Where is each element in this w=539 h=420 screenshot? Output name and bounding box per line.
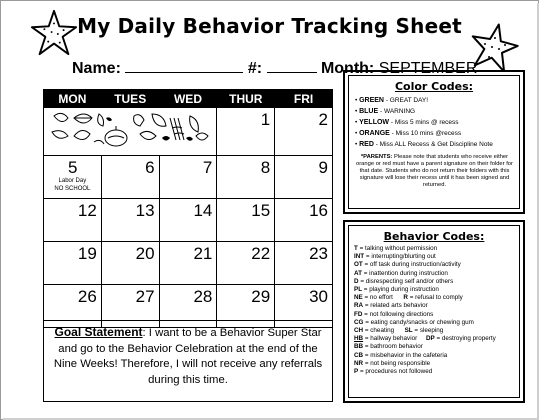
calendar-day-7[interactable]	[159, 156, 217, 199]
code-name: GREEN	[359, 97, 384, 104]
calendar-day-22[interactable]	[217, 242, 275, 285]
behavior-code-item	[354, 253, 519, 261]
day-number: 16	[309, 201, 328, 220]
color-code-orange: • ORANGE - Miss 10 mins @recess	[355, 130, 462, 137]
behavior-code-item	[354, 352, 519, 360]
code: FD	[354, 310, 363, 318]
behavior-code-item	[354, 302, 519, 310]
calendar-day-19[interactable]	[44, 242, 102, 285]
month-value: SEPTEMBER	[378, 60, 478, 77]
calendar-day-23[interactable]	[275, 242, 333, 285]
code-desc: - GREAT DAY!	[385, 97, 429, 104]
behavior-code-list	[354, 245, 519, 376]
desc: = off task during instruction/activity	[364, 261, 461, 269]
calendar-grid	[43, 89, 333, 328]
desc: = eating candy/snacks or chewing gum	[365, 318, 474, 326]
calendar-week-2	[44, 156, 333, 199]
day-header-fri: FRI	[275, 90, 333, 108]
desc: = cheating	[364, 327, 395, 335]
behavior-code-item	[354, 327, 519, 335]
calendar-day-1[interactable]	[217, 108, 275, 156]
calendar-day-5[interactable]	[44, 156, 102, 199]
desc: = disrespecting self and/or others	[360, 277, 454, 285]
parents-note	[356, 154, 513, 189]
code: D	[354, 277, 359, 285]
code: R	[403, 294, 408, 302]
calendar-week-4	[44, 242, 333, 285]
no-school-note: NO SCHOOL	[54, 186, 91, 192]
calendar-day-20[interactable]	[101, 242, 159, 285]
day-number: 14	[193, 201, 213, 220]
day-number: 9	[318, 158, 328, 177]
calendar-day-6[interactable]	[101, 156, 159, 199]
calendar-header-row	[44, 90, 333, 108]
color-code-list	[355, 95, 519, 150]
code-name: RED	[359, 141, 374, 148]
calendar-day-2[interactable]	[275, 108, 333, 156]
day-number: 8	[260, 158, 271, 177]
code-desc: - Miss ALL Recess & Get Discipline Note	[375, 141, 493, 148]
number-label: #:	[247, 60, 263, 77]
calendar-day-14[interactable]	[159, 199, 217, 242]
desc: = inattention during instruction	[363, 269, 448, 277]
calendar-day-12[interactable]	[44, 199, 102, 242]
behavior-codes-box	[343, 220, 525, 403]
desc: = not following directions	[364, 310, 434, 318]
autumn-leaves-illustration	[44, 108, 214, 150]
behavior-codes-title-text: Behavior Codes:	[383, 230, 485, 243]
desc: = refusal to comply	[409, 294, 463, 302]
code: HB	[354, 335, 364, 343]
day-number: 26	[77, 287, 97, 306]
month-label: Month:	[320, 60, 375, 77]
desc: = playing during instruction	[363, 286, 439, 294]
labor-day-note: Labor Day	[58, 178, 87, 184]
behavior-code-item	[354, 343, 519, 351]
day-number: 21	[193, 244, 213, 263]
color-code-red: • RED - Miss ALL Recess & Get Discipline Note	[355, 141, 493, 148]
code: BB	[354, 343, 364, 351]
calendar-week-3	[44, 199, 333, 242]
code: P	[354, 368, 359, 376]
color-codes-title-text: Color Codes:	[394, 80, 474, 93]
code: DP	[425, 335, 435, 343]
calendar-day-13[interactable]	[101, 199, 159, 242]
behavior-codes-inner	[348, 225, 520, 398]
code: OT	[354, 261, 363, 269]
code-name: YELLOW	[359, 119, 390, 126]
day-number: 12	[77, 201, 97, 220]
calendar-day-8[interactable]	[217, 156, 275, 199]
desc: = hallway behavior	[364, 335, 418, 343]
day-number: 7	[202, 158, 213, 177]
desc: = procedures not followed	[359, 368, 433, 376]
desc: = related arts behavior	[364, 302, 428, 310]
page-title: My Daily Behavior Tracking Sheet	[77, 14, 462, 38]
day-number: 22	[251, 244, 271, 263]
behavior-code-item	[354, 270, 519, 278]
day-number: 1	[260, 110, 271, 129]
calendar-day-15[interactable]	[217, 199, 275, 242]
calendar-day-21[interactable]	[159, 242, 217, 285]
code: NE	[354, 294, 363, 302]
behavior-code-item	[354, 311, 519, 319]
day-number: 6	[145, 158, 155, 177]
code: PL	[354, 286, 363, 294]
day-header-wed: WED	[159, 90, 217, 108]
desc: = destroying property	[436, 335, 496, 343]
goal-statement-box	[43, 320, 333, 402]
behavior-code-item	[354, 286, 519, 294]
desc: = not being responsible	[364, 359, 431, 367]
day-header-thur: THUR	[217, 90, 275, 108]
code: SL	[404, 327, 413, 335]
behavior-code-item	[354, 335, 519, 343]
desc: = no effort	[364, 294, 393, 302]
behavior-code-item	[354, 261, 519, 269]
autumn-illustration-cell	[44, 108, 217, 156]
day-number: 28	[193, 287, 213, 306]
parents-label: *PARENTS:	[360, 154, 393, 160]
behavior-code-item	[354, 245, 519, 253]
code: RA	[354, 302, 364, 310]
day-number: 30	[309, 287, 328, 306]
code: CG	[354, 318, 364, 326]
calendar-week-1	[44, 108, 333, 156]
name-label: Name:	[72, 60, 121, 77]
number-field[interactable]	[267, 58, 317, 73]
code-desc: - Miss 10 mins @recess	[391, 130, 462, 137]
name-field[interactable]	[125, 58, 243, 73]
behavior-code-item	[354, 278, 519, 286]
desc: = interrupting/blurting out	[365, 253, 436, 261]
behavior-code-item	[354, 294, 519, 302]
color-codes-title	[349, 80, 519, 93]
desc: = sleeping	[414, 327, 444, 335]
behavior-code-item	[354, 368, 519, 376]
code-name: BLUE	[359, 108, 379, 115]
parents-text: Please note that students who receive either orange or red must have a parent signature on their folder for that date. Students who do not return their folders with this signature will lose their recess until it has been signed and returned.	[356, 154, 513, 188]
day-header-tues: TUES	[101, 90, 159, 108]
desc: = talking without permission	[359, 245, 438, 252]
goal-statement-label: Goal Statement	[54, 325, 143, 339]
behavior-code-item	[354, 319, 519, 327]
day-number: 2	[318, 110, 328, 129]
day-number: 5	[68, 158, 78, 177]
behavior-codes-title	[349, 230, 519, 243]
day-number: 27	[135, 287, 155, 306]
day-number: 20	[135, 244, 155, 263]
day-number: 29	[251, 287, 271, 306]
code-desc: - Miss 5 mins @ recess	[390, 119, 459, 126]
desc: = bathroom behavior	[364, 343, 423, 351]
code-desc: - WARNING	[379, 108, 416, 115]
desc: = misbehavior in the cafeteria	[364, 351, 448, 359]
code: T	[354, 245, 358, 252]
code-name: ORANGE	[359, 130, 390, 137]
goal-statement-text: : I want to be a Behavior Super Star and go to the Behavior Celebration at the end of the Nine Weeks! Therefore, I will not receive any referrals during this time.	[53, 327, 323, 386]
code: CB	[354, 351, 364, 359]
day-header-mon: MON	[44, 90, 102, 108]
color-code-yellow: • YELLOW - Miss 5 mins @ recess	[355, 119, 459, 126]
calendar-day-9[interactable]	[275, 156, 333, 199]
code: NR	[354, 359, 364, 367]
code: AT	[354, 269, 362, 277]
day-number: 13	[135, 201, 155, 220]
color-codes-box	[343, 70, 525, 214]
day-number: 23	[309, 244, 328, 263]
day-number: 19	[77, 244, 97, 263]
behavior-code-item	[354, 360, 519, 368]
code: INT	[354, 253, 365, 261]
day-number: 15	[251, 201, 271, 220]
color-code-green: • GREEN - GREAT DAY!	[355, 97, 429, 104]
color-code-blue: • BLUE - WARNING	[355, 108, 416, 115]
color-codes-inner	[348, 75, 520, 209]
calendar-day-16[interactable]	[275, 199, 333, 242]
code: CH	[354, 327, 364, 335]
